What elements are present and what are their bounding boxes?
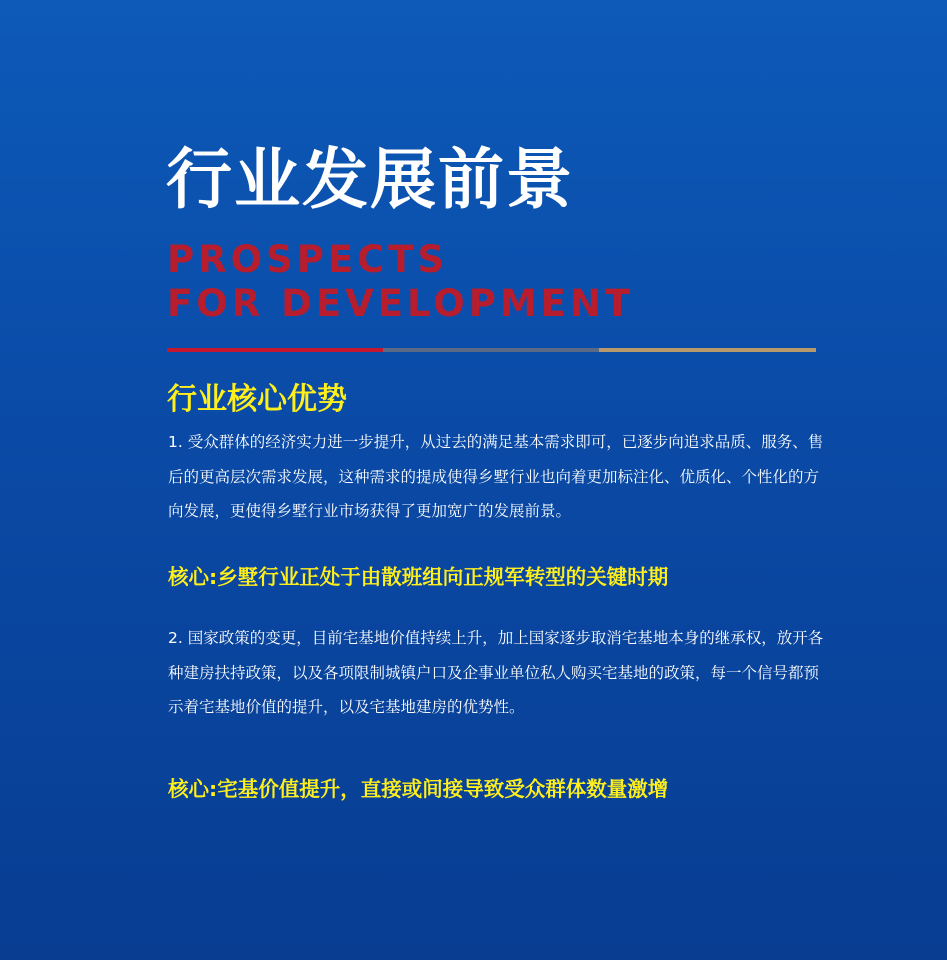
core-point-2: 核心:宅基价值提升，直接或间接导致受众群体数量激增: [168, 777, 669, 801]
english-title-line-1: PROSPECTS: [167, 238, 449, 281]
paragraph-1: 1. 受众群体的经济实力进一步提升，从过去的满足基本需求即可，已逐步向追求品质、服务、售后的更高层次需求发展，这种需求的提成使得乡墅行业也向着更加标注化、优质化、个性化的方向发展，更使得乡墅行业市场获得了更加宽广的发展前景。: [168, 433, 824, 520]
divider-red-segment: [167, 348, 383, 352]
paragraph-2: 2. 国家政策的变更，目前宅基地价值持续上升，加上国家逐步取消宅基地本身的继承权，放开各种建房扶持政策，以及各项限制城镇户口及企事业单位私人购买宅基地的政策，每一个信号都预示着宅基地价值的提升，以及宅基地建房的优势性。: [168, 629, 824, 716]
core-point-1: 核心:乡墅行业正处于由散班组向正规军转型的关键时期: [168, 565, 669, 589]
english-title-line-2: FOR DEVELOPMENT: [167, 282, 635, 325]
divider-gold-segment: [599, 348, 816, 352]
title-divider: [167, 348, 816, 352]
page-title: 行业发展前景: [166, 141, 574, 218]
divider-gray-segment: [383, 348, 599, 352]
section-heading: 行业核心优势: [167, 382, 347, 417]
